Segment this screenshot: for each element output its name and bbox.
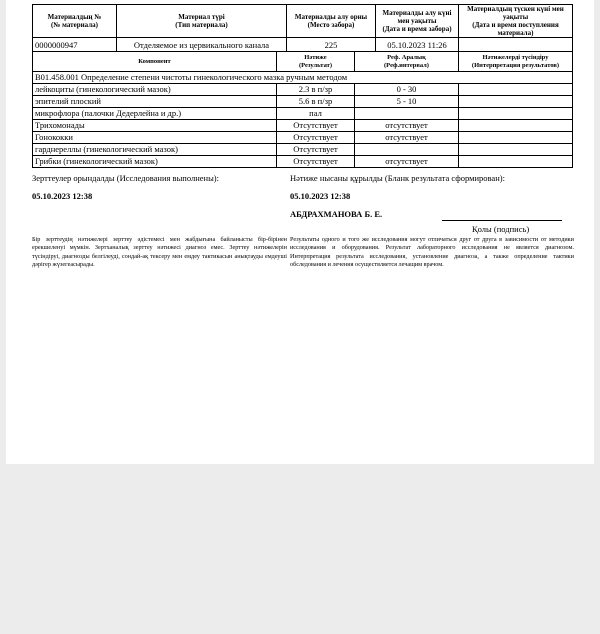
material-taken-header: Материалды алу күні мен уақыты (Дата и время забора) (376, 5, 459, 38)
result-value: 5.6 в п/зр (277, 96, 355, 108)
result-value: 2.3 в п/зр (277, 84, 355, 96)
performed-date: 05.10.2023 12:38 (32, 191, 93, 201)
ref-interval-header: Реф. Аралық (Реф.интервал) (355, 52, 459, 72)
material-table (32, 4, 573, 52)
result-value: Отсутствует (277, 156, 355, 168)
result-value: пал (277, 108, 355, 120)
result-component: лейкоциты (гинекологический мазок) (33, 84, 277, 96)
result-row (33, 144, 573, 156)
result-value: Отсутствует (277, 132, 355, 144)
result-interpretation (459, 132, 573, 144)
results-header-row (33, 52, 573, 72)
result-component: эпителий плоский (33, 96, 277, 108)
material-header-row (33, 5, 573, 38)
material-received-date (459, 38, 573, 52)
material-number: 0000000947 (33, 38, 117, 52)
results-table (32, 52, 573, 168)
result-value: Отсутствует (277, 120, 355, 132)
result-interpretation (459, 144, 573, 156)
result-value: Отсутствует (277, 144, 355, 156)
result-ref-interval: отсутствует (355, 120, 459, 132)
interpretation-header: Нәтижелерді түсіндіру (Интерпретация результатов) (459, 52, 573, 72)
result-ref-interval: 0 - 30 (355, 84, 459, 96)
result-row (33, 120, 573, 132)
material-type-header: Материал түрі (Тип материала) (117, 5, 287, 38)
component-header: Компонент (33, 52, 277, 72)
result-component: гарднереллы (гинекологический мазок) (33, 144, 277, 156)
signature-label: Қолы (подпись) (472, 224, 530, 234)
disclaimer-kz: Бір зерттеудің нәтижелері зерттеу әдістемесі мен жабдығына байланысты бір-бірінен ерекшеленуі мүмкін. Зертханалық зерттеу нәтижесі диагноз емес. Зерттеу нәтижелерін түсіндіруі, диагнозды белгілеуді, сондай-ақ тексеру мен емдеу тактикасын анықтауды емдеуші дәрігер жүзегеасырады. (32, 236, 287, 268)
performed-label: Зерттеулер орындалды (Исследования выполнены): (32, 173, 219, 183)
material-number-header: Материалдың № (№ материала) (33, 5, 117, 38)
result-component: Трихомонады (33, 120, 277, 132)
result-row (33, 84, 573, 96)
formed-date: 05.10.2023 12:38 (290, 191, 351, 201)
result-ref-interval: 5 - 10 (355, 96, 459, 108)
section-title: B01.458.001 Определение степени чистоты гинекологического мазка ручным методом (33, 72, 573, 84)
material-row (33, 38, 573, 52)
result-row (33, 108, 573, 120)
report-footer (32, 168, 572, 278)
result-interpretation (459, 120, 573, 132)
result-ref-interval (355, 108, 459, 120)
result-interpretation (459, 156, 573, 168)
result-ref-interval: отсутствует (355, 132, 459, 144)
disclaimer-ru: Результаты одного и того же исследования могут отличаться друг от друга в зависимости от методики исследования и оборудования. Результат лабораторного исследования не является диагнозом. Интерпретация результата исследования, установление диагноза, а также определение тактики обследования и лечения осуществляется лечащим врачом. (290, 236, 574, 268)
result-ref-interval (355, 144, 459, 156)
material-type: Отделяемое из цервикального канала (117, 38, 287, 52)
material-place: 225 (287, 38, 376, 52)
result-row (33, 156, 573, 168)
result-row (33, 96, 573, 108)
material-place-header: Материалды алу орны (Место забора) (287, 5, 376, 38)
material-received-header: Материалдың түскен күні мен уақыты (Дата и время поступления материала) (459, 5, 573, 38)
doctor-name: АБДРАХМАНОВА Б. Е. (290, 209, 383, 219)
report-content (32, 4, 572, 278)
formed-label: Нәтиже нысаны құрылды (Бланк результата сформирован): (290, 173, 505, 183)
result-component: микрофлора (палочки Дедерлейна и др.) (33, 108, 277, 120)
result-component: Гонококки (33, 132, 277, 144)
document-page (6, 0, 594, 464)
result-row (33, 132, 573, 144)
result-component: Грибки (гинекологический мазок) (33, 156, 277, 168)
result-interpretation (459, 96, 573, 108)
material-taken-date: 05.10.2023 11:26 (376, 38, 459, 52)
result-interpretation (459, 108, 573, 120)
signature-line (442, 220, 562, 221)
result-rows (33, 84, 573, 168)
section-row (33, 72, 573, 84)
result-interpretation (459, 84, 573, 96)
result-ref-interval: отсутствует (355, 156, 459, 168)
result-header: Нәтиже (Результат) (277, 52, 355, 72)
